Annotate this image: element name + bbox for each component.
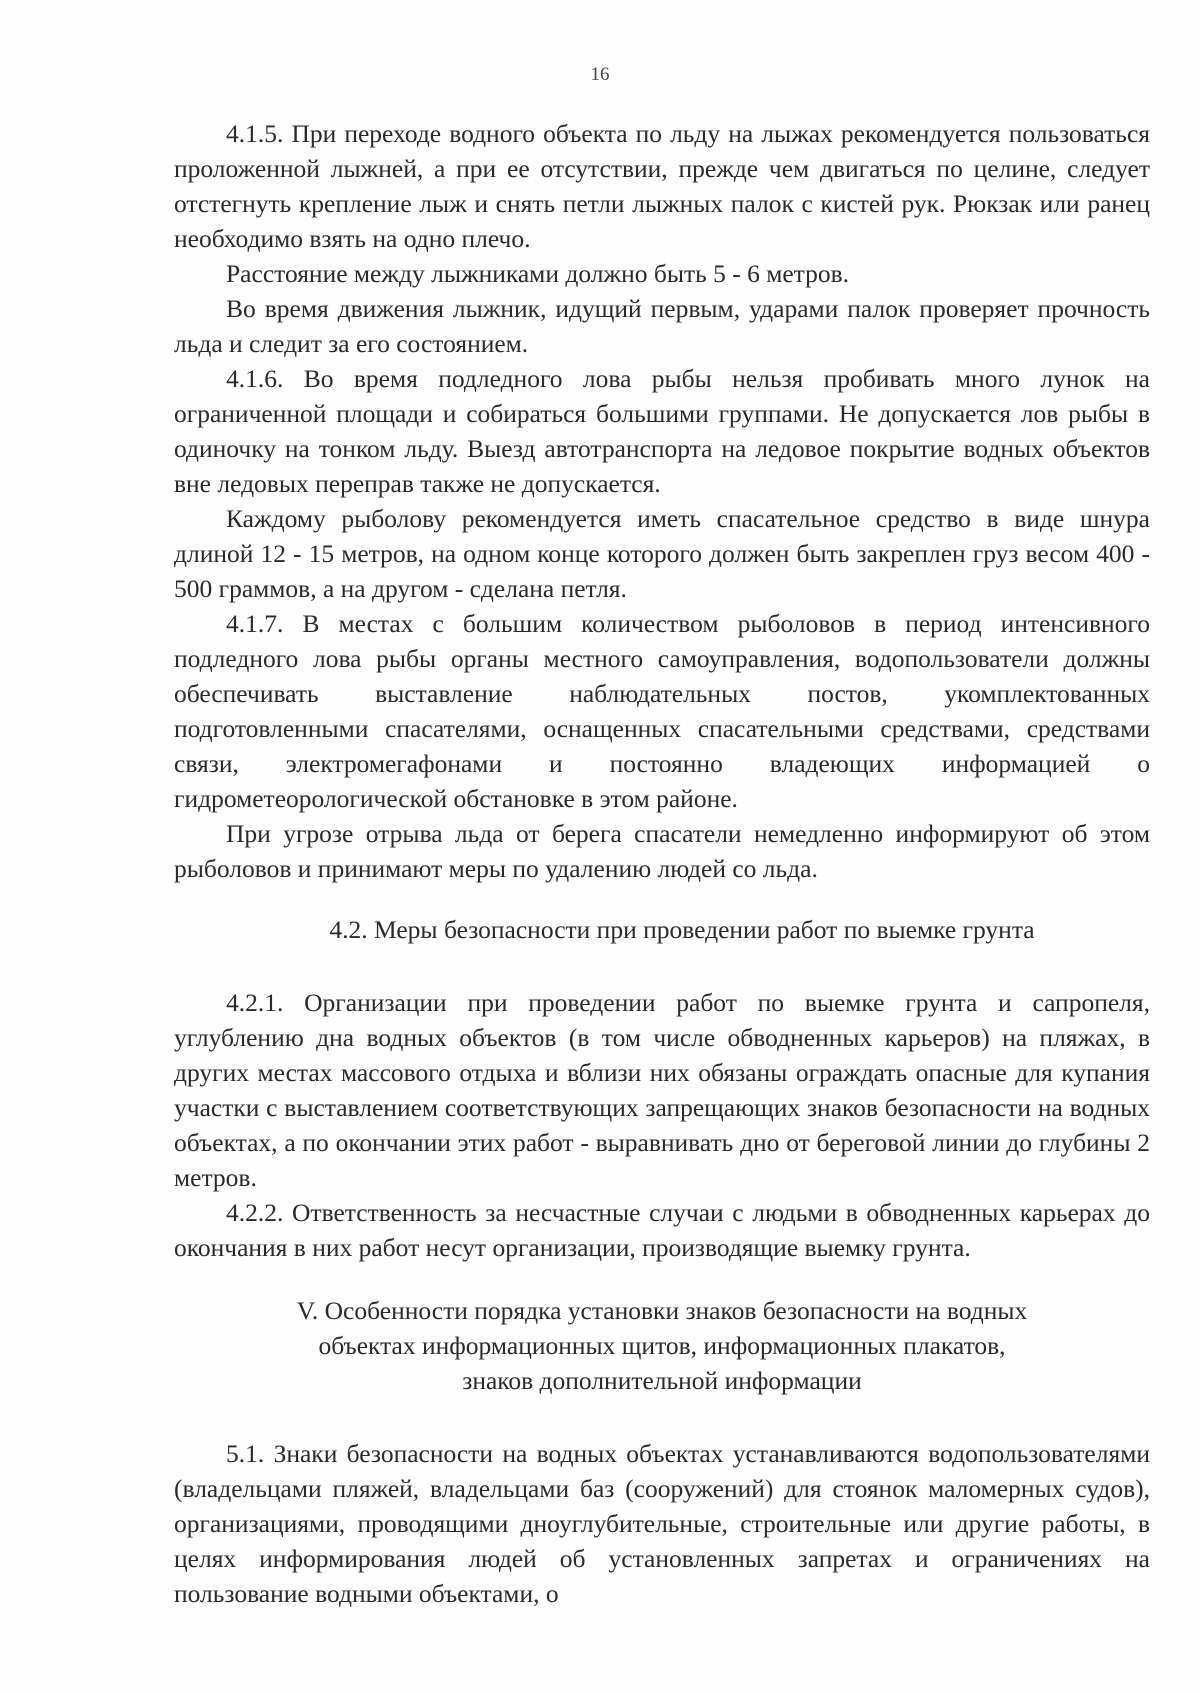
paragraph-ski-distance: Расстояние между лыжниками должно быть 5 - 6 метров. xyxy=(226,259,850,288)
paragraph-4-1-5: 4.1.5. При переходе водного объекта по льду на лыжах рекомендуется пользоваться проложенной лыжней, а при ее отсутствии, прежде чем двигаться по целине, следует отстегнуть крепление лыж и снять петли лыжных палок с кистей рук. Рюкзак или ранец необходимо взять на одно плечо. xyxy=(174,119,1150,253)
section-heading-v-line-2: объектах информационных щитов, информационных плакатов, xyxy=(318,1331,1006,1360)
paragraph-lead-skier: Во время движения лыжник, идущий первым, ударами палок проверяет прочность льда и следит за его состоянием. xyxy=(174,294,1150,358)
page-number: 16 xyxy=(590,64,610,85)
paragraph-4-1-6: 4.1.6. Во время подледного лова рыбы нельзя пробивать много лунок на ограниченной площади и собираться большими группами. Не допускается лов рыбы в одиночку на тонком льду. Выезд автотранспорта на ледовое покрытие водных объектов вне ледовых переправ также не допускается. xyxy=(174,364,1150,498)
paragraph-rescue-cord: Каждому рыболову рекомендуется иметь спасательное средство в виде шнура длиной 12 - 15 метров, на одном конце которого должен быть закреплен груз весом 400 - 500 граммов, а на другом - сделана петля. xyxy=(174,504,1150,603)
paragraph-4-2-1: 4.2.1. Организации при проведении работ по выемке грунта и сапропеля, углублению дна водных объектов (в том числе обводненных карьеров) на пляжах, в других местах массового отдыха и вблизи них обязаны ограждать опасные для купания участки с выставлением соответствующих запрещающих знаков безопасности на водных объектах, а по окончании этих работ - выравнивать дно от береговой линии до глубины 2 метров. xyxy=(174,988,1150,1192)
paragraph-ice-break-threat: При угрозе отрыва льда от берега спасатели немедленно информируют об этом рыболовов и принимают меры по удалению людей со льда. xyxy=(174,819,1150,883)
document-body xyxy=(174,116,1150,1611)
paragraph-4-1-7: 4.1.7. В местах с большим количеством рыболовов в период интенсивного подледного лова рыбы органы местного самоуправления, водопользователи должны обеспечивать выставление наблюдательных постов, укомплектованных подготовленными спасателями, оснащенных спасательными средствами, средствами связи, электромегафонами и постоянно владеющих информацией о гидрометеорологической обстановке в этом районе. xyxy=(174,609,1150,813)
section-heading-v xyxy=(174,1293,1150,1398)
paragraph-4-2-2: 4.2.2. Ответственность за несчастные случаи с людьми в обводненных карьерах до окончания в них работ несут организации, производящие выемку грунта. xyxy=(174,1198,1150,1262)
paragraph-5-1: 5.1. Знаки безопасности на водных объектах устанавливаются водопользователями (владельцами пляжей, владельцами баз (сооружений) для стоянок маломерных судов), организациями, проводящими дноуглубительные, строительные или другие работы, в целях информирования людей об установленных запретах и ограничениях на пользование водными объектами, о xyxy=(174,1439,1150,1608)
section-heading-4-2: 4.2. Меры безопасности при проведении работ по выемке грунта xyxy=(329,915,1035,944)
section-heading-v-line-1: V. Особенности порядка установки знаков безопасности на водных xyxy=(296,1296,1028,1325)
section-heading-v-line-3: знаков дополнительной информации xyxy=(462,1366,862,1395)
